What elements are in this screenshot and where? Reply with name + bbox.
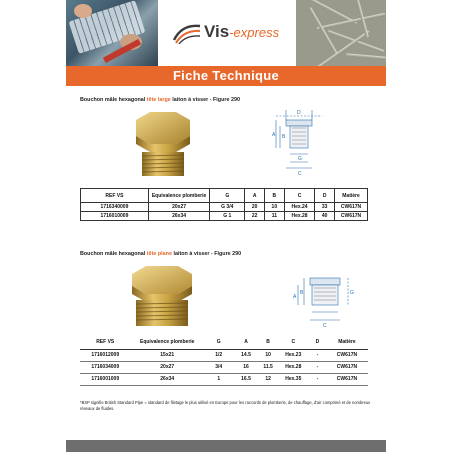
spec-table-flat-head bbox=[80, 335, 368, 386]
table-row: 1716340009 20x27 G 3/4 20 10 Hex.24 33 CW617N bbox=[81, 203, 368, 212]
table-row: 1716001009 26x34 1 16.5 12 Hex.35 - CW617N bbox=[80, 373, 368, 385]
header-photo-screws bbox=[296, 0, 386, 66]
table-header-row: REF VS Equivalence plomberie G A B C D Matière bbox=[81, 189, 368, 203]
product-photo-wide-head-plug bbox=[126, 108, 200, 182]
technical-drawing-1 bbox=[256, 106, 346, 178]
dim-label-c-2: C bbox=[323, 323, 327, 329]
table-row: 1716012009 15x21 1/2 14.5 10 Hex.23 - CW617N bbox=[80, 349, 368, 361]
dim-label-b-2: B bbox=[300, 290, 304, 296]
brand-logo bbox=[158, 0, 296, 66]
dim-label-a-2: A bbox=[293, 294, 297, 300]
table-header-row: REF VS Equivalence plomberie G A B C D Matière bbox=[80, 335, 368, 349]
brand-name: Vis-express bbox=[204, 22, 280, 41]
product-photo-flat-head-plug bbox=[124, 264, 200, 330]
dim-label-b: B bbox=[282, 134, 286, 140]
section2-title: Bouchon mâle hexagonal tête plane laiton à visser - Figure 290 bbox=[80, 251, 242, 257]
dim-label-g-2: G bbox=[350, 290, 354, 296]
banner-title: Fiche Technique bbox=[66, 66, 386, 86]
header bbox=[66, 0, 386, 66]
section1-title: Bouchon mâle hexagonal tête large laiton à visser - Figure 290 bbox=[80, 97, 240, 103]
dim-label-a: A bbox=[272, 132, 276, 138]
footer-bar bbox=[66, 440, 386, 452]
technical-drawing-2 bbox=[292, 268, 372, 330]
spec-table-wide-head bbox=[80, 188, 368, 221]
table-row: 1716034009 20x27 3/4 16 11.5 Hex.28 - CW617N bbox=[80, 361, 368, 373]
fiche-technique-page bbox=[66, 0, 386, 452]
logo-swoosh-icon bbox=[172, 22, 202, 44]
header-photo-keyboard bbox=[66, 0, 158, 66]
dim-label-g: G bbox=[298, 156, 302, 162]
dim-label-c: C bbox=[298, 171, 302, 177]
bsp-footnote: *BSP signifie British Standard Pipe = standard de filetage le plus utilisé en Europe pour les raccords de plomberie, de chauffage, d'air comprimé et de nombreux réseaux de fluides. bbox=[80, 400, 371, 411]
table-row: 1716010009 26x34 G 1 22 11 Hex.28 40 CW617N bbox=[81, 212, 368, 221]
dim-label-d: D bbox=[297, 110, 301, 116]
